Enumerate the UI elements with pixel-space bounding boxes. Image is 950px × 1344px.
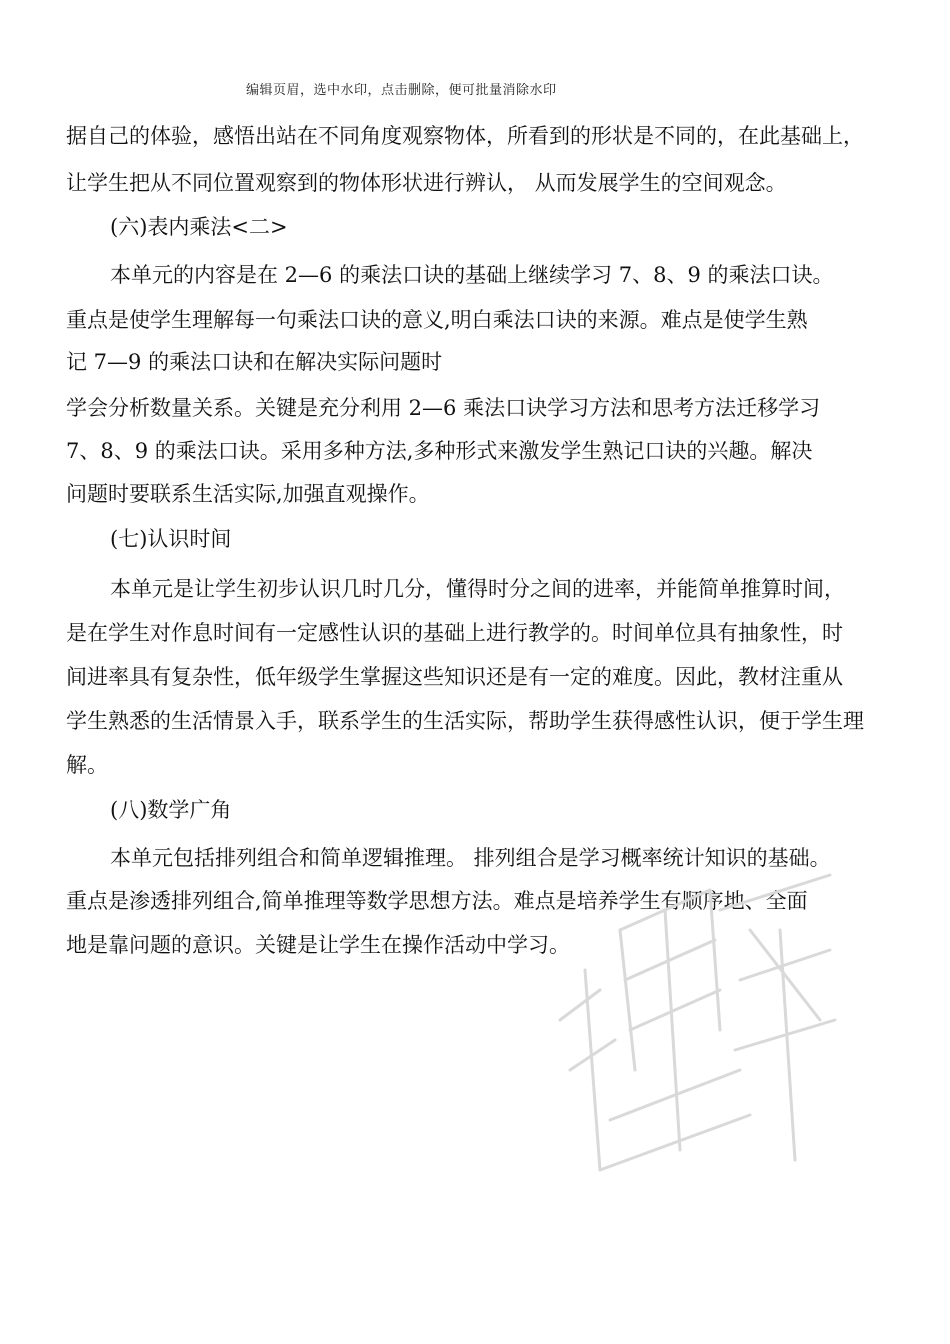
section-heading-7: (七)认识时间 xyxy=(110,527,232,551)
body-line: 重点是渗透排列组合,简单推理等数学思想方法。难点是培养学生有顺序地、全面 xyxy=(66,889,808,913)
body-line: 本单元包括排列组合和简单逻辑推理。 排列组合是学习概率统计知识的基础。 xyxy=(110,846,831,870)
body-line: 让学生把从不同位置观察到的物体形状进行辨认， 从而发展学生的空间观念。 xyxy=(66,171,787,195)
body-line: 记 7—9 的乘法口诀和在解决实际问题时 xyxy=(66,350,443,374)
body-line: 是在学生对作息时间有一定感性认识的基础上进行教学的。时间单位具有抽象性，时 xyxy=(66,621,843,645)
body-line: 问题时要联系生活实际,加强直观操作。 xyxy=(66,482,430,506)
body-line: 本单元是让学生初步认识几时几分，懂得时分之间的进率，并能简单推算时间， xyxy=(110,577,845,601)
body-line: 地是靠问题的意识。关键是让学生在操作活动中学习。 xyxy=(66,933,570,957)
body-line: 重点是使学生理解每一句乘法口诀的意义,明白乘法口诀的来源。难点是使学生熟 xyxy=(66,308,808,332)
body-line: 解。 xyxy=(66,753,108,777)
watermark-graphic xyxy=(540,870,840,1190)
body-line: 7、8、9 的乘法口诀。采用多种方法,多种形式来激发学生熟记口诀的兴趣。解决 xyxy=(66,439,813,463)
section-heading-8: (八)数学广角 xyxy=(110,798,232,822)
body-line: 据自己的体验，感悟出站在不同角度观察物体，所看到的形状是不同的，在此基础上， xyxy=(66,124,864,148)
body-line: 学生熟悉的生活情景入手，联系学生的生活实际，帮助学生获得感性认识，便于学生理 xyxy=(66,709,864,733)
body-line: 本单元的内容是在 2—6 的乘法口诀的基础上继续学习 7、8、9 的乘法口诀。 xyxy=(110,263,834,287)
body-line: 间进率具有复杂性，低年级学生掌握这些知识还是有一定的难度。因此，教材注重从 xyxy=(66,665,843,689)
body-line: 学会分析数量关系。关键是充分利用 2—6 乘法口诀学习方法和思考方法迁移学习 xyxy=(66,396,821,420)
header-watermark-note: 编辑页眉，选中水印，点击删除，便可批量消除水印 xyxy=(246,83,557,98)
section-heading-6: (六)表内乘法<二> xyxy=(110,215,288,239)
